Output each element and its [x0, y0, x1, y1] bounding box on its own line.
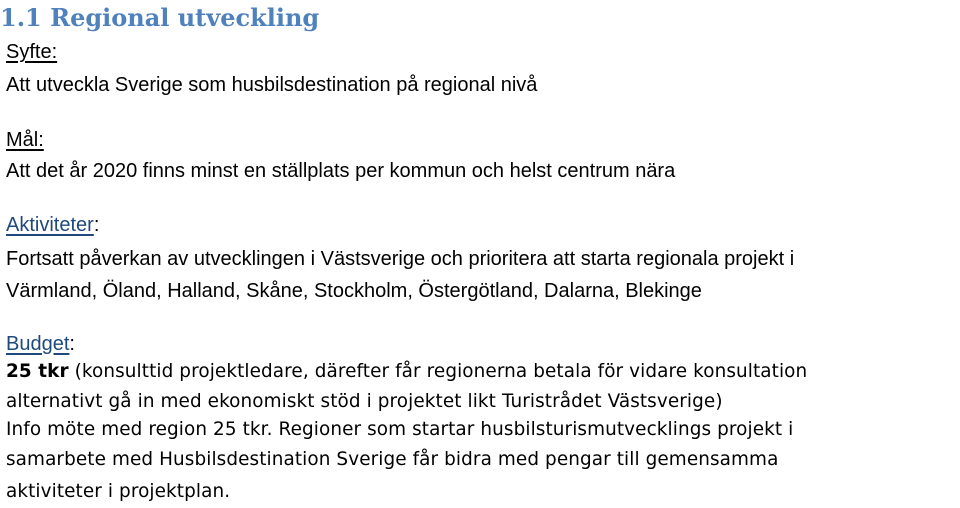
aktiviteter-heading — [6, 211, 99, 239]
syfte-label: Syfte: — [6, 41, 58, 63]
budget-colon: : — [69, 333, 75, 355]
syfte-text: Att utveckla Sverige som husbilsdestination på regional nivå — [6, 74, 538, 96]
aktiviteter-line-1: Fortsatt påverkan av utvecklingen i Västsverige och prioritera att starta regionala projekt i — [6, 248, 795, 270]
aktiviteter-line-2: Värmland, Öland, Halland, Skåne, Stockholm, Östergötland, Dalarna, Blekinge — [6, 280, 702, 302]
aktiviteter-colon: : — [93, 214, 100, 236]
budget-line-3: Info möte med region 25 tkr. Regioner som startar husbilsturismutvecklings projekt i — [6, 419, 794, 440]
section-title: Regional utveckling — [50, 3, 320, 32]
budget-amount: 25 tkr — [6, 361, 69, 382]
section-number: 1.1 — [0, 3, 42, 32]
budget-line-1 — [6, 358, 807, 386]
aktiviteter-label: Aktiviteter — [6, 214, 94, 236]
budget-line-2: alternativt gå in med ekonomiskt stöd i projektet likt Turistrådet Västsverige) — [6, 391, 723, 412]
mal-text: Att det år 2020 finns minst en ställplats per kommun och helst centrum nära — [6, 160, 676, 182]
mal-label: Mål: — [6, 129, 44, 151]
budget-line-5: aktiviteter i projektplan. — [6, 481, 231, 502]
budget-line-1-rest: (konsulttid projektledare, därefter får regionerna betala för vidare konsultation — [68, 361, 808, 382]
budget-heading — [6, 330, 75, 358]
budget-label: Budget — [6, 333, 70, 355]
section-heading — [0, 1, 319, 35]
budget-line-4: samarbete med Husbilsdestination Sverige får bidra med pengar till gemensamma — [6, 449, 779, 470]
